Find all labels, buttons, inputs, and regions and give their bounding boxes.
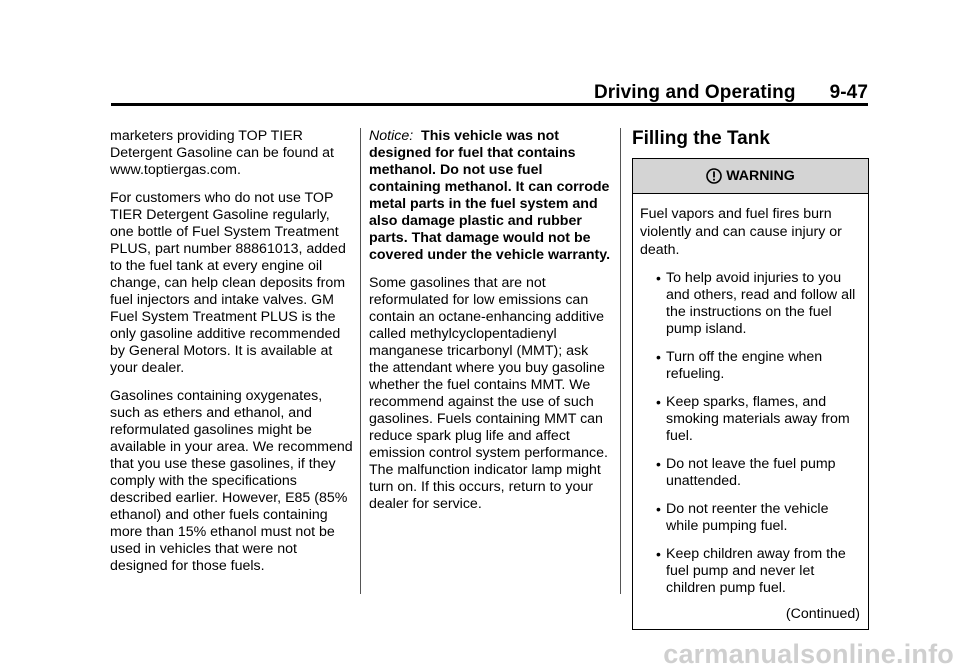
warning-body xyxy=(633,194,868,629)
header-title xyxy=(594,82,868,104)
column-1 xyxy=(110,128,355,586)
warning-list xyxy=(640,270,860,597)
warning-symbol-icon xyxy=(706,168,722,184)
notice-label: Notice: xyxy=(369,128,414,144)
notice-text: This vehicle was not designed for fuel that contains methanol. Do not use fuel containing methanol. It can corrode metal parts in the fuel system and also damage plastic and rubber parts. That damage would not be covered under the vehicle warranty. xyxy=(369,128,611,263)
list-item xyxy=(640,546,860,597)
bullet-icon: • xyxy=(656,546,661,562)
list-item-text: Keep sparks, flames, and smoking materials away from fuel. xyxy=(666,394,850,444)
warning-title: WARNING xyxy=(726,167,795,184)
list-item xyxy=(640,501,860,535)
paragraph-mmt: Some gasolines that are not reformulated for low emissions can contain an octane-enhancing additive called methylcyclopentadienyl manganese tricarbonyl (MMT); ask the attendant where you buy gasoline whether the fuel contains MMT. We recommend against the use of such gasolines. Fuels containing MMT can reduce spark plug life and affect emission control system performance. The malfunction indicator lamp might turn on. If this occurs, return to your dealer for service. xyxy=(369,275,608,512)
list-item-text: Keep children away from the fuel pump and never let children pump fuel. xyxy=(666,546,846,596)
list-item-text: Do not reenter the vehicle while pumping fuel. xyxy=(666,501,829,534)
list-item-text: Do not leave the fuel pump unattended. xyxy=(666,456,836,489)
bullet-icon: • xyxy=(656,349,661,365)
paragraph-toptier-marketers: marketers providing TOP TIER Detergent Gasoline can be found at www.toptiergas.com. xyxy=(110,128,335,178)
section-title: Filling the Tank xyxy=(632,128,770,149)
notice xyxy=(369,128,610,264)
header-section: Driving and Operating xyxy=(593,82,796,103)
list-item-text: Turn off the engine when refueling. xyxy=(666,349,823,382)
bullet-icon: • xyxy=(656,270,661,286)
column-2 xyxy=(369,128,610,524)
paragraph-oxygenates: Gasolines containing oxygenates, such as ethers and ethanol, and reformulated gasolines might be available in your area. We recommend that you use these gasolines, if they comply with the specifications described earlier. However, E85 (85% ethanol) and other fuels containing more than 15% ethanol must not be used in vehicles that were not designed for those fuels. xyxy=(110,388,353,574)
column-divider-2 xyxy=(620,128,621,594)
column-divider-1 xyxy=(360,128,361,594)
list-item xyxy=(640,270,860,338)
bullet-icon: • xyxy=(656,394,661,410)
page-header xyxy=(111,82,868,104)
header-page-number: 9-47 xyxy=(829,82,868,103)
continued-label: (Continued) xyxy=(785,606,860,622)
list-item xyxy=(640,456,860,490)
list-item xyxy=(640,349,860,383)
watermark: carmanualsonline.info xyxy=(663,639,954,669)
column-3 xyxy=(632,128,869,630)
bullet-icon: • xyxy=(656,501,661,517)
paragraph-fuel-system-treatment: For customers who do not use TOP TIER Detergent Gasoline regularly, one bottle of Fuel System Treatment PLUS, part number 88861013, added to the fuel tank at every engine oil change, can help clean deposits from fuel injectors and intake valves. GM Fuel System Treatment PLUS is the only gasoline additive recommended by General Motors. It is available at your dealer. xyxy=(110,190,346,376)
list-item xyxy=(640,394,860,445)
header-rule xyxy=(111,103,868,106)
bullet-icon: • xyxy=(656,456,661,472)
warning-header xyxy=(633,159,868,194)
list-item-text: To help avoid injuries to you and others, read and follow all the instructions on the fuel pump island. xyxy=(666,270,856,337)
warning-intro: Fuel vapors and fuel fires burn violently and can cause injury or death. xyxy=(640,206,842,258)
warning-box xyxy=(632,158,869,630)
